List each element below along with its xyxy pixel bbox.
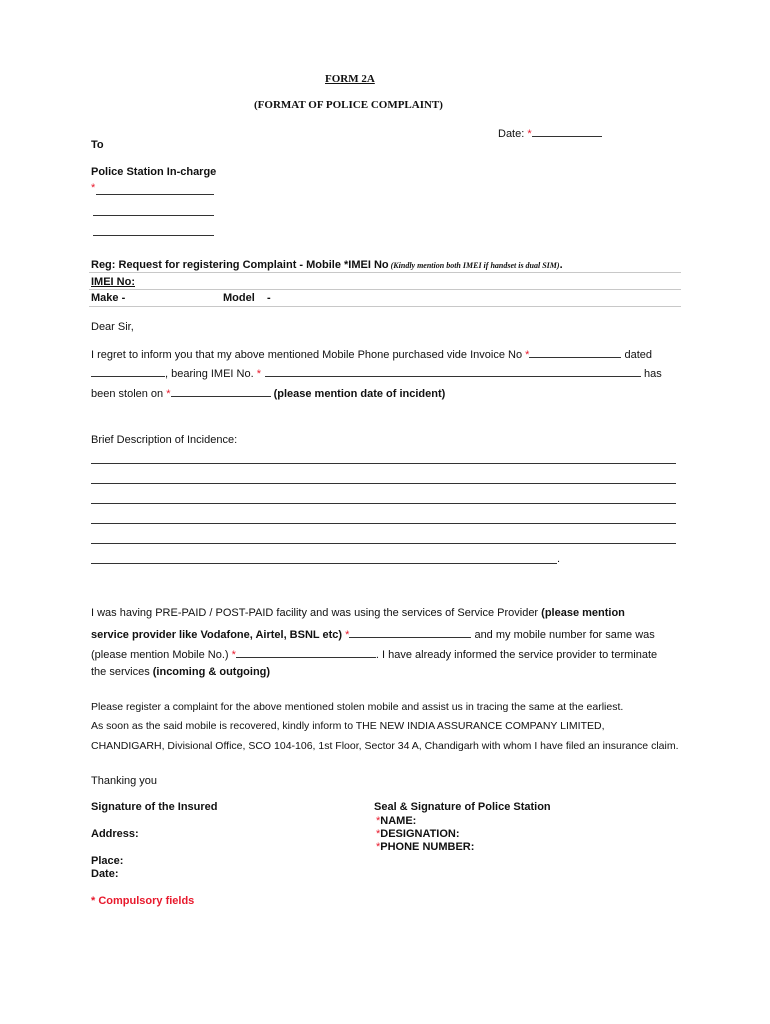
p1-imei: , bearing IMEI No. (165, 368, 257, 380)
paragraph-2-line-4 (91, 666, 270, 678)
incident-date-input[interactable] (171, 386, 271, 397)
description-end: . (557, 553, 561, 565)
p1-note: (please mention date of incident) (273, 388, 446, 400)
officer-phone-label: PHONE NUMBER: (380, 841, 475, 853)
officer-name-label: NAME: (380, 815, 417, 827)
place-label: Place: (91, 855, 124, 867)
p1-text: I regret to inform you that my above mentioned Mobile Phone purchased vide Invoice No (91, 349, 526, 361)
subject-line (91, 259, 563, 271)
salutation: Dear Sir, (91, 321, 134, 333)
p2-note: (please mention (541, 607, 625, 619)
description-line-1[interactable] (91, 463, 676, 464)
required-star: * (166, 388, 171, 400)
required-star: * (345, 629, 350, 641)
description-line-3[interactable] (91, 503, 676, 504)
required-star: * (525, 349, 530, 361)
insured-signature-label: Signature of the Insured (91, 801, 218, 813)
required-star: * (376, 828, 381, 840)
p1-has: has (641, 368, 662, 380)
paragraph-3-line-1: Please register a complaint for the above mentioned stolen mobile and assist us in tracing the same at the earliest. (91, 701, 624, 713)
p1-dated: dated (621, 349, 653, 361)
p2-provider-note: service provider like Vodafone, Airtel, BSNL etc) (91, 629, 343, 641)
paragraph-1-line-3 (91, 386, 445, 400)
make-label: Make - (91, 292, 126, 304)
compulsory-fields-note: * Compulsory fields (91, 895, 195, 907)
required-star: * (376, 841, 381, 853)
imei-number-input[interactable] (265, 366, 641, 377)
station-address-line-2[interactable] (93, 215, 214, 216)
required-star: * (376, 815, 381, 827)
officer-phone-field (376, 841, 474, 853)
format-title: (FORMAT OF POLICE COMPLAINT) (254, 99, 443, 111)
officer-designation-label: DESIGNATION: (380, 828, 460, 840)
date-label: Date: (91, 868, 119, 880)
description-line-4[interactable] (91, 523, 676, 524)
p1-stolen: been stolen on (91, 388, 167, 400)
brief-description-label: Brief Description of Incidence: (91, 434, 238, 446)
police-seal-label: Seal & Signature of Police Station (374, 801, 551, 813)
date-field (498, 126, 602, 140)
invoice-date-input[interactable] (91, 366, 165, 377)
paragraph-2-line-3 (91, 647, 657, 661)
model-dash: - (267, 292, 271, 304)
divider (89, 306, 681, 307)
police-station-label: Police Station In-charge (91, 166, 217, 178)
officer-name-field (376, 815, 416, 827)
description-line-5[interactable] (91, 543, 676, 544)
p2-services: the services (91, 666, 153, 678)
p2-mobile-note: (please mention Mobile No.) (91, 649, 232, 661)
p2-mobile: and my mobile number for same was (471, 629, 655, 641)
to-label: To (91, 139, 104, 151)
station-address-line-1[interactable] (96, 194, 214, 195)
station-address-line-3[interactable] (93, 235, 214, 236)
model-label: Model (223, 292, 255, 304)
date-label: Date: (498, 128, 528, 140)
p2-text: I was having PRE-PAID / POST-PAID facility and was using the services of Service Provider (91, 607, 542, 619)
divider (89, 272, 681, 273)
subject-dot: . (559, 259, 563, 271)
p2-terminate: . I have already informed the service provider to terminate (375, 649, 658, 661)
required-star: * (91, 182, 96, 194)
required-star: * (231, 649, 236, 661)
paragraph-3-line-2: As soon as the said mobile is recovered, kindly inform to THE NEW INDIA ASSURANCE COMPANY LIMITED, (91, 720, 605, 732)
mobile-number-input[interactable] (236, 647, 376, 658)
thanking-text: Thanking you (91, 775, 158, 787)
form-title: FORM 2A (325, 73, 375, 85)
subject-note: (Kindly mention both IMEI if handset is dual SIM) (390, 261, 560, 270)
imei-label: IMEI No: (91, 276, 135, 288)
description-line-6[interactable] (91, 563, 557, 564)
p2-services-note: (incoming & outgoing) (152, 666, 271, 678)
paragraph-1-line-2 (91, 366, 662, 380)
subject-text: Reg: Request for registering Complaint - Mobile *IMEI No (91, 259, 389, 271)
service-provider-input[interactable] (349, 627, 471, 638)
officer-designation-field (376, 828, 460, 840)
invoice-number-input[interactable] (529, 347, 621, 358)
address-label: Address: (91, 828, 139, 840)
date-input[interactable] (532, 126, 602, 137)
paragraph-2-line-2 (91, 627, 655, 641)
paragraph-2-line-1 (91, 607, 625, 619)
paragraph-1-line-1 (91, 347, 652, 361)
required-star: * (256, 368, 261, 380)
divider (89, 289, 681, 290)
required-star: * (527, 128, 532, 140)
paragraph-3-line-3: CHANDIGARH, Divisional Office, SCO 104-106, 1st Floor, Sector 34 A, Chandigarh with whom I have filed an insurance claim. (91, 740, 679, 752)
description-line-2[interactable] (91, 483, 676, 484)
